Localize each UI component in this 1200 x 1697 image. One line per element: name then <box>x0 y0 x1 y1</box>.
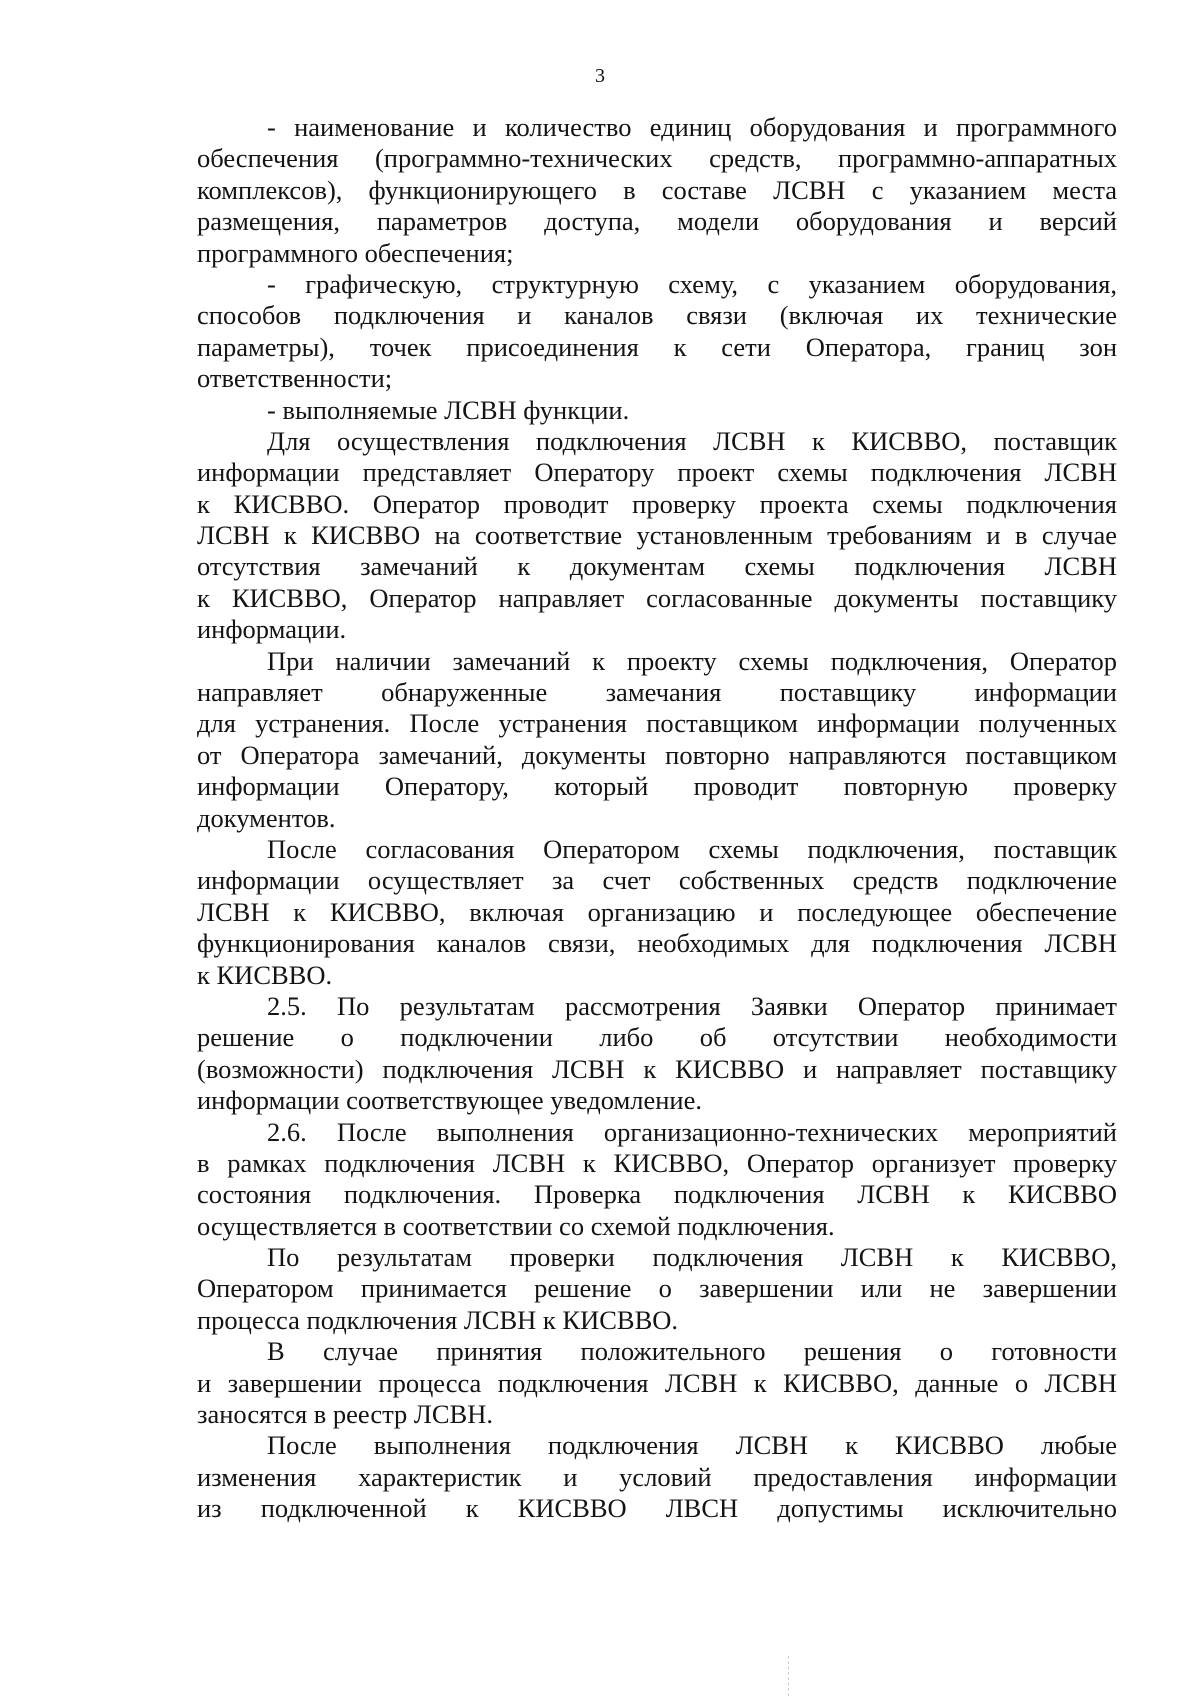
document-body <box>197 112 1117 1525</box>
text-line: (возможности) подключения ЛСВН к КИСВВО и направляет поставщику <box>197 1053 1117 1084</box>
text-line: После выполнения подключения ЛСВН к КИСВВО любые <box>267 1430 1117 1461</box>
text-line: ответственности; <box>197 363 393 394</box>
text-line: и завершении процесса подключения ЛСВН к КИСВВО, данные о ЛСВН <box>197 1367 1117 1398</box>
text-line: информации Оператору, который проводит повторную проверку <box>197 771 1117 802</box>
paragraph <box>197 426 1117 646</box>
paragraph <box>197 112 1117 269</box>
page-number: 3 <box>595 65 605 87</box>
text-line: отсутствия замечаний к документам схемы подключения ЛСВН <box>197 551 1117 582</box>
paragraph <box>197 1430 1117 1524</box>
paragraph <box>197 1242 1117 1336</box>
text-line: 2.6. После выполнения организационно-технических мероприятий <box>267 1116 1117 1147</box>
paragraph <box>197 1336 1117 1430</box>
text-line: заносятся в реестр ЛСВН. <box>197 1399 493 1430</box>
paragraph <box>197 834 1117 991</box>
text-line: Для осуществления подключения ЛСВН к КИСВВО, поставщик <box>267 425 1117 456</box>
text-line: направляет обнаруженные замечания поставщику информации <box>197 677 1117 708</box>
text-line: - графическую, структурную схему, с указанием оборудования, <box>267 268 1117 299</box>
text-line: состояния подключения. Проверка подключения ЛСВН к КИСВВО <box>197 1179 1117 1210</box>
text-line: к КИСВВО. Оператор проводит проверку проекта схемы подключения <box>197 488 1117 519</box>
text-line: к КИСВВО, Оператор направляет согласованные документы поставщику <box>197 582 1117 613</box>
text-line: - выполняемые ЛСВН функции. <box>267 394 630 425</box>
text-line: программного обеспечения; <box>197 237 514 268</box>
text-line: При наличии замечаний к проекту схемы подключения, Оператор <box>267 645 1117 676</box>
text-line: решение о подключении либо об отсутствии необходимости <box>197 1022 1117 1053</box>
text-line: ЛСВН к КИСВВО на соответствие установленным требованиям и в случае <box>197 520 1117 551</box>
paragraph <box>197 395 1117 426</box>
paragraph <box>197 646 1117 834</box>
text-line: ЛСВН к КИСВВО, включая организацию и последующее обеспечение <box>197 896 1117 927</box>
text-line: способов подключения и каналов связи (включая их технические <box>197 300 1117 331</box>
text-line: процесса подключения ЛСВН к КИСВВО. <box>197 1304 679 1335</box>
paragraph <box>197 991 1117 1117</box>
text-line: информации. <box>197 614 347 645</box>
text-line: из подключенной к КИСВВО ЛВСН допустимы исключительно <box>197 1493 1117 1524</box>
text-line: в рамках подключения ЛСВН к КИСВВО, Оператор организует проверку <box>197 1147 1117 1178</box>
text-line: для устранения. После устранения поставщиком информации полученных <box>197 708 1117 739</box>
text-line: информации соответствующее уведомление. <box>197 1085 702 1116</box>
text-line: информации осуществляет за счет собственных средств подключение <box>197 865 1117 896</box>
text-line: обеспечения (программно-технических средств, программно-аппаратных <box>197 143 1117 174</box>
text-line: Оператором принимается решение о завершении или не завершении <box>197 1273 1117 1304</box>
scan-artifact-line <box>788 1656 790 1696</box>
text-line: документов. <box>197 802 336 833</box>
text-line: к КИСВВО. <box>197 959 333 990</box>
text-line: 2.5. По результатам рассмотрения Заявки Оператор принимает <box>267 990 1117 1021</box>
text-line: параметры), точек присоединения к сети Оператора, границ зон <box>197 331 1117 362</box>
text-line: В случае принятия положительного решения о готовности <box>267 1336 1117 1367</box>
paragraph <box>197 1117 1117 1243</box>
text-line: информации представляет Оператору проект схемы подключения ЛСВН <box>197 457 1117 488</box>
text-line: комплексов), функционирующего в составе ЛСВН с указанием места <box>197 174 1117 205</box>
text-line: - наименование и количество единиц оборудования и программного <box>267 112 1117 142</box>
text-line: размещения, параметров доступа, модели оборудования и версий <box>197 206 1117 237</box>
paragraph <box>197 269 1117 395</box>
text-line: функционирования каналов связи, необходимых для подключения ЛСВН <box>197 928 1117 959</box>
text-line: осуществляется в соответствии со схемой подключения. <box>197 1210 835 1241</box>
text-line: После согласования Оператором схемы подключения, поставщик <box>267 833 1117 864</box>
text-line: изменения характеристик и условий предоставления информации <box>197 1461 1117 1492</box>
text-line: от Оператора замечаний, документы повторно направляются поставщиком <box>197 739 1117 770</box>
text-line: По результатам проверки подключения ЛСВН к КИСВВО, <box>267 1242 1117 1273</box>
